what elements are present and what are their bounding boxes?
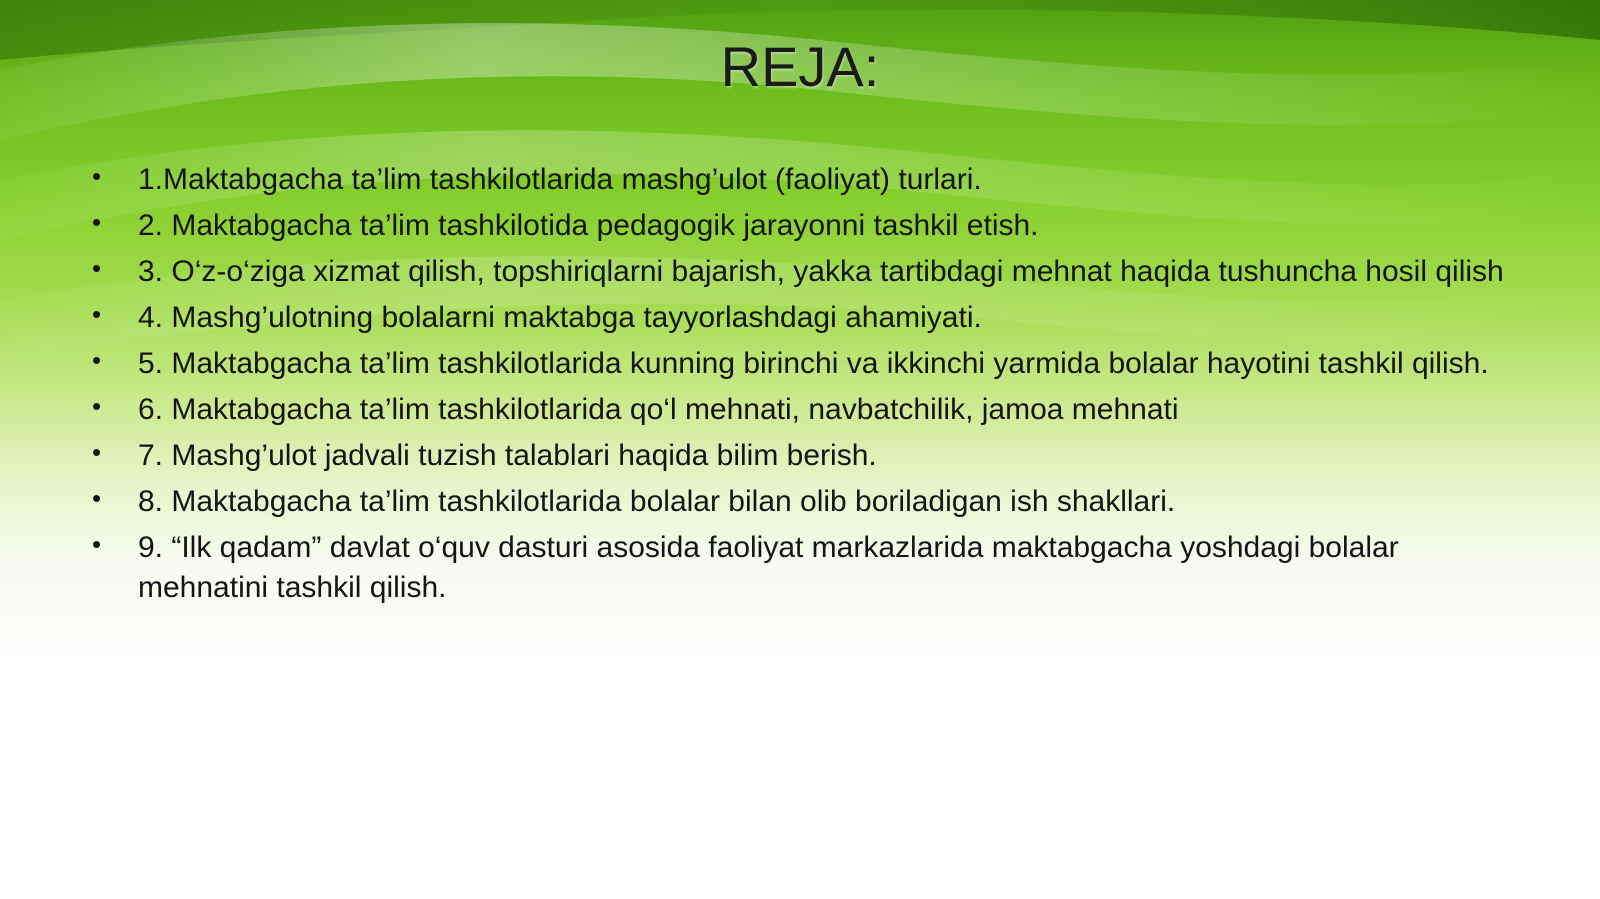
- bullet-icon: •: [92, 437, 102, 467]
- bullet-icon: •: [92, 391, 102, 421]
- bullet-icon: •: [92, 529, 102, 559]
- slide-title: REJA:: [720, 35, 880, 98]
- agenda-item-2: • 2. Maktabgacha ta’lim tashkilotida pedagogik jarayonni tashkil etish.: [86, 206, 1516, 246]
- agenda-list: [86, 160, 1516, 614]
- bullet-icon: •: [92, 483, 102, 513]
- agenda-item-6: • 6. Maktabgacha ta’lim tashkilotlarida qo‘l mehnati, navbatchilik, jamoa mehnati: [86, 390, 1516, 430]
- bullet-icon: •: [92, 207, 102, 237]
- bullet-icon: •: [92, 161, 102, 191]
- agenda-item-3: • 3. O‘z-o‘ziga xizmat qilish, topshiriqlarni bajarish, yakka tartibdagi mehnat haqida tushuncha hosil qilish: [86, 252, 1516, 292]
- agenda-item-1: • 1.Maktabgacha ta’lim tashkilotlarida mashg’ulot (faoliyat) turlari.: [86, 160, 1516, 200]
- bullet-icon: •: [92, 299, 102, 329]
- agenda-item-4: • 4. Mashg’ulotning bolalarni maktabga tayyorlashdagi ahamiyati.: [86, 298, 1516, 338]
- bullet-icon: •: [92, 253, 102, 283]
- agenda-item-9: • 9. “Ilk qadam” davlat o‘quv dasturi asosida faoliyat markazlarida maktabgacha yoshdagi bolalar mehnatini tashkil qilish.: [86, 528, 1516, 608]
- agenda-item-8: • 8. Maktabgacha ta’lim tashkilotlarida bolalar bilan olib boriladigan ish shakllari.: [86, 482, 1516, 522]
- agenda-item-5: • 5. Maktabgacha ta’lim tashkilotlarida kunning birinchi va ikkinchi yarmida bolalar hayotini tashkil qilish.: [86, 344, 1516, 384]
- agenda-item-7: • 7. Mashg’ulot jadvali tuzish talablari haqida bilim berish.: [86, 436, 1516, 476]
- bullet-icon: •: [92, 345, 102, 375]
